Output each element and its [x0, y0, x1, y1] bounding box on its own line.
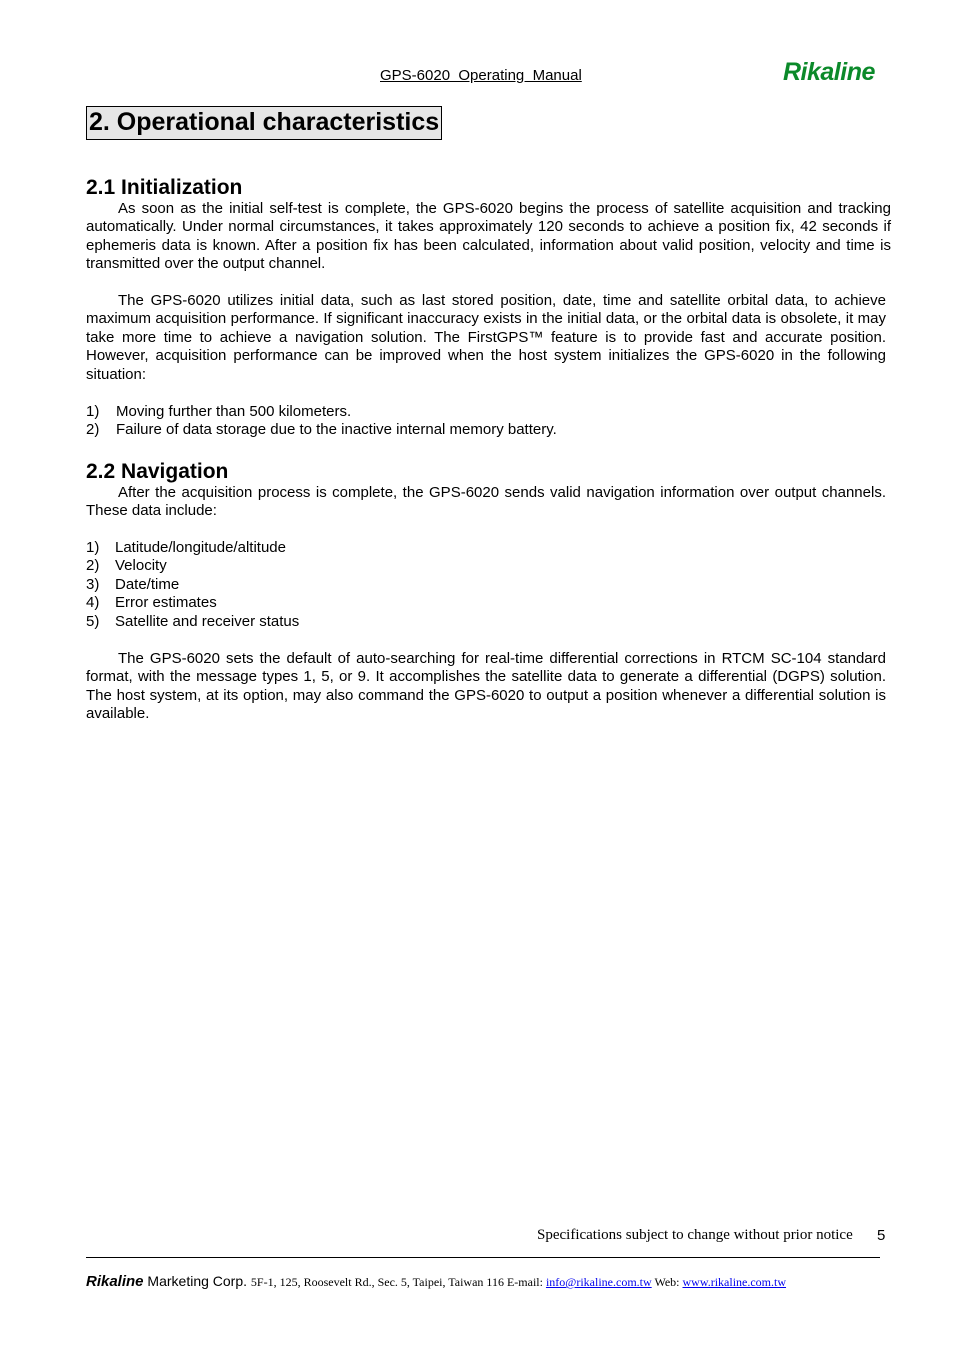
- initialization-list: [86, 403, 557, 440]
- list-item: [86, 613, 299, 631]
- list-item: [86, 557, 299, 575]
- navigation-list: [86, 539, 299, 631]
- list-item-number: 3): [86, 575, 100, 593]
- list-item-number: 2): [86, 557, 100, 575]
- list-item-number: 1): [86, 403, 100, 420]
- footer-notice: Specifications subject to change without prior notice: [537, 1227, 853, 1243]
- section-title-navigation: 2.2 Navigation: [86, 460, 229, 483]
- list-item: [86, 576, 299, 594]
- brand-logo: Rikaline: [783, 58, 875, 86]
- navigation-paragraph-2: The GPS-6020 sets the default of auto-searching for real-time differential corrections in RTCM SC-104 standard format, with the message types 1, 5, or 9. It accomplishes the satellite data to generate a differential (DGPS) solution. The host system, at its option, may also command the GPS-6020 to output a position whenever a differential solution is available.: [86, 650, 886, 723]
- list-item: [86, 594, 299, 612]
- list-item: [86, 421, 557, 439]
- footer-email-link[interactable]: info@rikaline.com.tw: [545, 1275, 652, 1289]
- list-item-text: Velocity: [115, 557, 167, 575]
- footer-web-link[interactable]: www.rikaline.com.tw: [682, 1275, 787, 1289]
- list-item-number: 5): [86, 612, 100, 630]
- navigation-paragraph-1: After the acquisition process is complete, the GPS-6020 sends valid navigation information over output channels. These data include:: [86, 484, 886, 520]
- footer-corp: Marketing Corp.: [143, 1273, 251, 1289]
- page-number: 5: [877, 1227, 886, 1244]
- list-item-text: Latitude/longitude/altitude: [115, 539, 286, 556]
- footer-divider: [86, 1257, 880, 1258]
- list-item-text: Failure of data storage due to the inactive internal memory battery.: [116, 421, 557, 439]
- chapter-title: 2. Operational characteristics: [86, 106, 442, 140]
- header-doc-title: GPS-6020 Operating Manual: [380, 67, 582, 84]
- initialization-paragraph-2: The GPS-6020 utilizes initial data, such as last stored position, date, time and satellite orbital data, to achieve maximum acquisition performance. If significant inaccuracy exists in the initial data, or the orbital data is obsolete, it may take more time to achieve a navigation solution. The FirstGPS™ feature is to provide fast and accurate position. However, acquisition performance can be improved when the host system initializes the GPS-6020 in the following situation:: [86, 292, 886, 383]
- footer-web-label: Web:: [651, 1275, 683, 1289]
- section-title-initialization: 2.1 Initialization: [86, 176, 243, 199]
- list-item-text: Date/time: [115, 575, 180, 593]
- footer-brand: Rikaline: [86, 1273, 144, 1290]
- list-item-text: Error estimates: [115, 594, 217, 612]
- footer-contact-line: [86, 1273, 786, 1290]
- list-item-number: 2): [86, 421, 100, 439]
- list-item: [86, 539, 299, 557]
- initialization-paragraph-1: As soon as the initial self-test is complete, the GPS-6020 begins the process of satellite acquisition and tracking automatically. Under normal circumstances, it takes approximately 120 seconds to achieve a position fix, 42 seconds if ephemeris data is known. After a position fix has been calculated, information about valid position, velocity and time is transmitted over the output channel.: [86, 200, 891, 273]
- list-item-text: Satellite and receiver status: [115, 612, 300, 630]
- list-item: [86, 403, 557, 421]
- footer-address: 5F-1, 125, Roosevelt Rd., Sec. 5, Taipei, Taiwan 116 E-mail:: [250, 1275, 546, 1289]
- list-item-number: 4): [86, 594, 100, 612]
- list-item-text: Moving further than 500 kilometers.: [116, 403, 352, 420]
- list-item-number: 1): [86, 539, 100, 556]
